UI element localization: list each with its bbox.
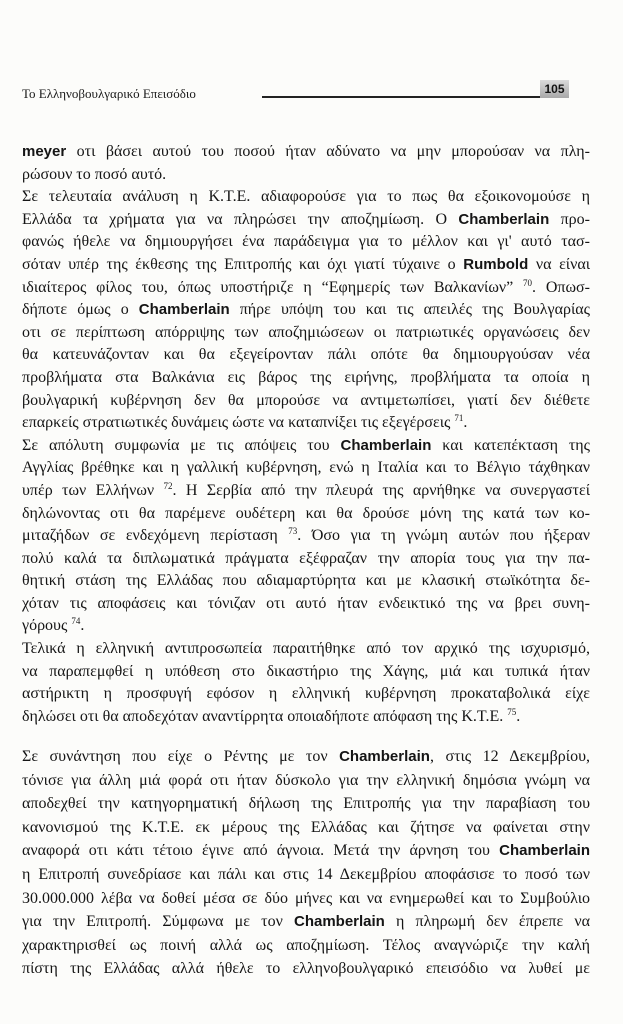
text-line (22, 661, 590, 684)
line-content (22, 617, 84, 634)
footnote-ref: 75 (507, 706, 517, 717)
text-line (22, 934, 590, 958)
text-line (22, 457, 590, 480)
text-segment: 30.000.000 λέβα να δοθεί μέσα σε δύο μήνες και να ενημερωθεί και το Συμβούλιο (22, 889, 590, 907)
text-segment: αστήρικτη η προσφυγή εφόσον η ελληνική κυβέρνηση προκαταβολικά είχε (22, 685, 590, 703)
text-line (22, 254, 590, 277)
text-segment: αναφορά οτι κάτι τέτοιο έγινε από άγνοια. Μετά την άρνηση του (22, 842, 500, 860)
line-content (22, 188, 590, 205)
text-segment: οτι σε περίπτωση απόρριψης των αποζημιώσεων οι πατριωτικές οργανώσεις δεν (22, 323, 590, 341)
line-content (22, 505, 590, 522)
text-segment: οτι βάσει αυτού του ποσού ήταν αδύνατο να μην μπορούσαν να πλη- (66, 143, 590, 160)
text-segment: . (80, 617, 85, 635)
text-line (22, 706, 590, 729)
paragraph (22, 745, 590, 981)
line-content (22, 819, 590, 836)
text-line (22, 344, 590, 367)
footnote-ref: 70 (523, 277, 533, 288)
footnote-ref: 74 (71, 616, 81, 627)
text-line (22, 525, 590, 548)
text-line (22, 863, 590, 887)
text-segment: , στις 12 Δεκεμβρίου, (429, 748, 590, 766)
line-content (22, 960, 590, 977)
text-line (22, 570, 590, 593)
text-segment: να είναι (528, 255, 591, 273)
text-line (22, 745, 590, 769)
line-content (22, 640, 590, 657)
text-segment: Σε τελευταία ανάλυση η Κ.Τ.Ε. αδιαφορούσε για το πως θα εξοικονομούσε η (22, 188, 590, 206)
text-segment: γόρους (22, 617, 72, 635)
text-line (22, 186, 590, 209)
text-segment: ρώσουν το ποσό αυτό. (22, 165, 167, 183)
text-segment: . Η Σερβία από την πλευρά της αρνήθηκε να συνεργαστεί (172, 481, 591, 499)
text-line (22, 231, 590, 254)
line-content (22, 708, 520, 725)
text-line (22, 683, 590, 706)
line-content (22, 866, 590, 883)
paragraph (22, 186, 590, 435)
line-content (22, 459, 590, 476)
text-segment: αποδεχθεί την κατηγορηματική δήλωση της Επιτροπής για την παραβίαση του (22, 795, 590, 813)
text-segment: . (463, 414, 468, 432)
body-text (22, 141, 590, 981)
text-segment: προ- (549, 210, 590, 228)
line-content (22, 166, 166, 183)
text-segment: η πληρωμή δεν έπρεπε να (384, 913, 590, 931)
footnote-ref: 71 (454, 413, 464, 424)
text-segment: βουλγαρική κυβέρνηση δεν θα μπορούσε να αντιμετωπίσει, γιατί δεν διέθετε (22, 391, 590, 409)
line-content (22, 211, 590, 228)
line-content (22, 550, 590, 567)
footnote-ref: 73 (288, 526, 298, 537)
text-segment: κανονισμού της Κ.Τ.Ε. εκ μέρους της Ελλάδας και ζήτησε να φαίνεται στην (22, 818, 590, 836)
text-segment: Αγγλίας βρέθηκε και η γαλλική κυβέρνηση, ενώ η Ιταλία και το Βέλγιο τάχθηκαν (22, 459, 590, 477)
text-segment: δηλώσει οτι θα αποδεχόταν αναντίρρητα οποιαδήποτε απόφαση της Κ.Τ.Ε. (22, 707, 508, 725)
line-content (22, 482, 590, 499)
text-segment: Σε απόλυτη συμφωνία με τις απόψεις του (22, 436, 341, 454)
text-segment: φανώς ήθελε να δημιουργήσει ένα παράδειγμα για το μέλλον και γι' αυτό τασ- (22, 233, 590, 251)
line-content (22, 143, 590, 160)
line-content (22, 527, 590, 544)
text-line (22, 638, 590, 661)
text-line (22, 277, 590, 300)
text-line (22, 615, 590, 638)
line-content (22, 392, 590, 409)
text-segment: Τελικά η ελληνική αντιπροσωπεία παραιτήθηκε από τον αρχικό της ισχυρισμό, (22, 640, 590, 658)
text-segment: επαρκείς στρατιωτικές δυνάμεις ώστε να καταπνίξει τις εξεγέρσεις (22, 414, 455, 432)
text-line (22, 769, 590, 793)
text-segment: ιδιαίτερος φίλος του, όπως υποστήριζε η “Εφημερίς των Βαλκανίων” (22, 278, 524, 296)
line-content (22, 913, 590, 930)
text-line (22, 816, 590, 840)
text-line (22, 503, 590, 526)
bold-name: Chamberlain (138, 301, 230, 319)
text-line (22, 910, 590, 934)
text-segment: και κατεπέκταση της (431, 436, 591, 454)
text-line (22, 593, 590, 616)
text-segment: Σε συνάντηση που είχε ο Ρέντης με τον (22, 748, 340, 766)
line-content (22, 414, 467, 431)
text-line (22, 435, 590, 458)
line-content (22, 685, 590, 702)
line-content (22, 437, 590, 454)
line-content (22, 595, 590, 612)
text-line (22, 209, 590, 232)
bold-name: Chamberlain (339, 748, 430, 766)
bold-name: Chamberlain (458, 210, 550, 228)
text-segment: θητική στάση της Ελλάδας που αδιαμαρτύρητα και με κλασική στωϊκότητα δε- (22, 572, 590, 590)
text-line (22, 480, 590, 503)
text-segment: σόταν υπέρ της έκθεσης της Επιτροπής και όχι γιατί τύχαινε ο (22, 255, 464, 273)
text-line (22, 548, 590, 571)
bold-name: meyer (22, 143, 67, 160)
text-segment: . Όσο για τη γνώμη αυτών που ήξεραν (297, 527, 590, 545)
text-segment: πολύ καλά τα διπλωματικά πράγματα εξέφραζαν την απορία τους για την πα- (22, 549, 590, 567)
text-segment: . (516, 707, 521, 725)
text-line (22, 887, 590, 911)
text-line (22, 792, 590, 816)
bold-name: Rumbold (463, 255, 529, 273)
text-line (22, 390, 590, 413)
line-content (22, 301, 590, 318)
footnote-ref: 72 (163, 480, 173, 491)
page-number: 105 (540, 80, 569, 98)
line-content (22, 937, 590, 954)
line-content (22, 324, 590, 341)
text-line (22, 412, 590, 435)
line-content (22, 795, 590, 812)
text-line (22, 322, 590, 345)
header-rule (262, 96, 542, 98)
line-content (22, 772, 590, 789)
text-segment: χαρακτηρισθεί ως ποινή αλλά ως αποζημίωση. Τέλος αναγνώριζε την καλή (22, 936, 590, 954)
text-line (22, 839, 590, 863)
line-content (22, 256, 590, 273)
text-segment: πήρε υπόψη του και τις απειλές της Βουλγαρίας (229, 301, 591, 319)
text-segment: να παραπεμφθεί η υπόθεση στο δικαστήριο της Χάγης, μιά και τυπικά ήταν (22, 662, 590, 680)
text-segment: Ελλάδα τα χρήματα για να πληρώσει την αποζημίωση. Ο (22, 210, 459, 228)
running-title: Το Ελληνοβουλγαρικό Επεισόδιο (22, 86, 196, 101)
text-segment: υπέρ των Ελλήνων (22, 481, 164, 499)
text-segment: για την Επιτροπή. Σύμφωνα με τον (22, 913, 294, 931)
line-content (22, 663, 590, 680)
text-segment: δήποτε όμως ο (22, 301, 139, 319)
bold-name: Chamberlain (340, 436, 432, 454)
line-content (22, 572, 590, 589)
text-segment: μιταζήδων σε ενδεχόμενη περίσταση (22, 527, 289, 545)
line-content (22, 748, 590, 765)
text-segment: τόνισε για άλλη μιά φορά οτι ήταν δύσκολο για την ελληνική δημόσια γνώμη να (22, 771, 590, 789)
text-line (22, 367, 590, 390)
text-segment: δηλώνοντας οτι θα παρέμενε ουδέτερη και θα δρούσε μόνη της κατά των κο- (22, 504, 590, 522)
text-line (22, 164, 590, 187)
text-line (22, 141, 590, 164)
text-line (22, 299, 590, 322)
paragraph (22, 435, 590, 638)
bold-name: Chamberlain (293, 913, 385, 931)
line-content (22, 346, 590, 363)
line-content (22, 890, 590, 907)
text-segment: θα κατευνάζονταν και θα εξεγείρονταν πάλι οπότε θα δημιουργούσαν νέα (22, 346, 590, 364)
line-content (22, 369, 590, 386)
text-segment: . Οπωσ- (532, 278, 590, 296)
paragraph (22, 638, 590, 728)
text-segment: χόταν τις αποφάσεις και τόνιζαν οτι αυτό ήταν ενδεικτικό της να βρει συνη- (22, 594, 590, 612)
text-segment: προβλήματα στα Βαλκάνια εις βάρος της ειρήνης, προβλήματα τα οποία η (22, 368, 590, 386)
text-line (22, 957, 590, 981)
text-segment: πίστη της Ελλάδας αλλά ήθελε το ελληνοβουλγαρικό επεισόδιο να λυθεί με (22, 960, 590, 978)
line-content (22, 842, 590, 859)
line-content (22, 279, 590, 296)
line-content (22, 233, 590, 250)
paragraph (22, 141, 590, 186)
text-segment: η Επιτροπή συνεδρίασε και πάλι και στις 14 Δεκεμβρίου αποφάσισε το ποσό των (22, 866, 590, 883)
bold-name: Chamberlain (499, 842, 590, 860)
